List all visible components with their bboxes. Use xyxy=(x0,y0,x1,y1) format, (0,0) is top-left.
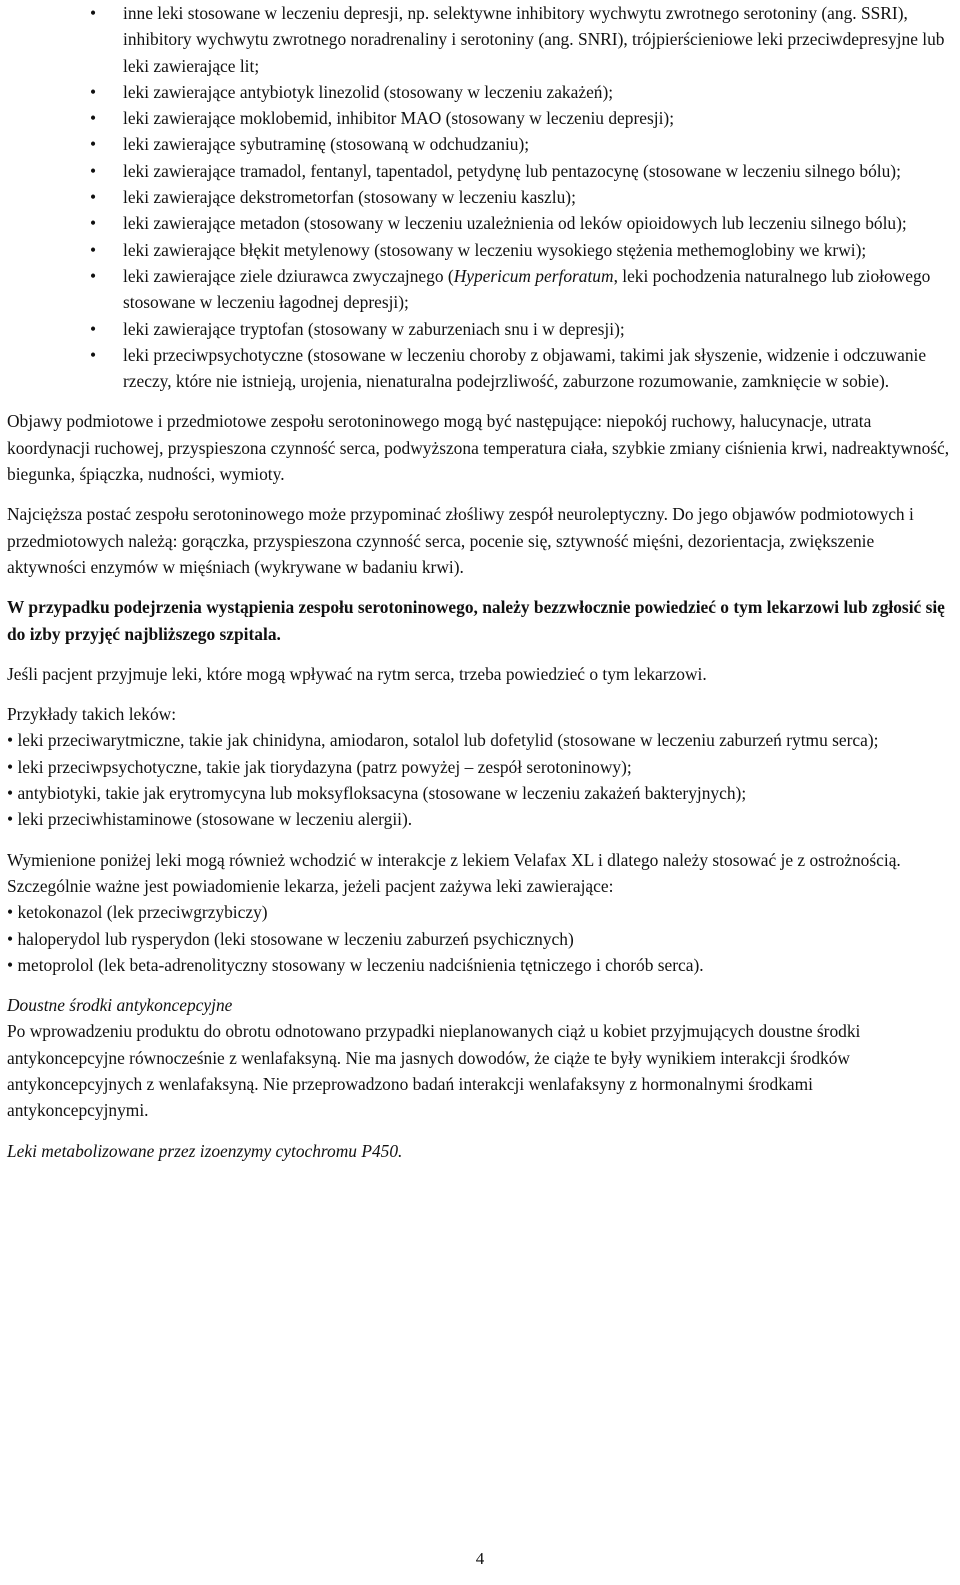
bullet-icon: • xyxy=(90,160,97,181)
bullet-icon: • xyxy=(7,954,14,975)
interactions-section xyxy=(7,847,953,978)
contraceptives-heading: Doustne środki antykoncepcyjne xyxy=(7,995,233,1016)
list-item: • leki przeciwhistaminowe (stosowane w leczeniu alergii). xyxy=(7,809,413,830)
bullet-icon: • xyxy=(90,108,97,129)
list-item: • leki zawierające antybiotyk linezolid (stosowany w leczeniu zakażeń); xyxy=(7,79,953,105)
bullet-icon: • xyxy=(90,318,97,339)
list-item-hypericum: • leki zawierające ziele dziurawca zwyczajnego (Hypericum perforatum, leki pochodzenia naturalnego lub ziołowego stosowane w leczeniu łagodnej depresji); xyxy=(7,263,953,316)
list-item: • ketokonazol (lek przeciwgrzybiczy) xyxy=(7,902,268,923)
page-number: 4 xyxy=(475,1549,485,1568)
bullet-icon: • xyxy=(90,81,97,102)
bullet-icon: • xyxy=(7,783,14,804)
list-item: • inne leki stosowane w leczeniu depresji, np. selektywne inhibitory wychwytu zwrotnego serotoniny (ang. SSRI), inhibitory wychwytu zwrotnego noradrenaliny i serotoniny (ang. SNRI), trójpierścieniowe leki przeciwdepresyjne lub leki zawierające lit; xyxy=(7,0,953,79)
bullet-icon: • xyxy=(90,265,97,286)
list-item: • leki przeciwpsychotyczne (stosowane w leczeniu choroby z objawami, takimi jak słyszenie, widzenie i odczuwanie rzeczy, które nie istnieją, urojenia, nienaturalna podejrzliwość, zaburzone rozumowanie, zamknięcie w sobie). xyxy=(7,342,953,395)
list-item: • leki przeciwpsychotyczne, takie jak tiorydazyna (patrz powyżej – zespół serotoninowy); xyxy=(7,756,632,777)
list-item: • leki zawierające błękit metylenowy (stosowany w leczeniu wysokiego stężenia methemoglobiny we krwi); xyxy=(7,237,953,263)
contraceptives-paragraph: Po wprowadzeniu produktu do obrotu odnotowano przypadki nieplanowanych ciąż u kobiet przyjmujących doustne środki antykoncepcyjne równocześnie z wenlafaksyną. Nie ma jasnych dowodów, że ciąże te były wynikiem interakcji środków antykoncepcyjnych z wenlafaksyną. Nie przeprowadzono badań interakcji wenlafaksyny z hormonalnymi środkami antykoncepcyjnymi. xyxy=(7,1021,861,1121)
bullet-icon: • xyxy=(90,187,97,208)
list-item: • haloperydol lub rysperydon (leki stosowane w leczeniu zaburzeń psychicznych) xyxy=(7,928,574,949)
bullet-icon: • xyxy=(7,902,14,923)
interactions-paragraph: Wymienione poniżej leki mogą również wchodzić w interakcje z lekiem Velafax XL i dlatego należy stosować je z ostrożnością. Szczególnie ważne jest powiadomienie lekarza, jeżeli pacjent zażywa leki zawierające: xyxy=(7,849,901,896)
list-item: • leki zawierające metadon (stosowany w leczeniu uzależnienia od leków opioidowych lub leczeniu silnego bólu); xyxy=(7,210,953,236)
list-item: • leki zawierające sybutraminę (stosowaną w odchudzaniu); xyxy=(7,131,953,157)
list-item: • leki zawierające tryptofan (stosowany w zaburzeniach snu i w depresji); xyxy=(7,316,953,342)
list-item: • leki zawierające dekstrometorfan (stosowany w leczeniu kaszlu); xyxy=(7,184,953,210)
bullet-icon: • xyxy=(7,928,14,949)
heart-rhythm-paragraph: Jeśli pacjent przyjmuje leki, które mogą wpływać na rytm serca, trzeba powiedzieć o tym lekarzowi. xyxy=(7,663,707,684)
warning-paragraph: W przypadku podejrzenia wystąpienia zespołu serotoninowego, należy bezzwłocznie powiedzieć o tym lekarzowi lub zgłosić się do izby przyjęć najbliższego szpitala. xyxy=(7,597,945,644)
list-item: • antybiotyki, takie jak erytromycyna lub moksyfloksacyna (stosowane w leczeniu zakażeń bakteryjnych); xyxy=(7,783,747,804)
bullet-icon: • xyxy=(7,730,14,751)
bullet-icon: • xyxy=(90,134,97,155)
list-item: • metoprolol (lek beta-adrenolityczny stosowany w leczeniu nadciśnienia tętniczego i chorób serca). xyxy=(7,954,704,975)
bullet-icon: • xyxy=(7,809,14,830)
symptoms-paragraph: Objawy podmiotowe i przedmiotowe zespołu serotoninowego mogą być następujące: niepokój ruchowy, halucynacje, utrata koordynacji ruchowej, przyspieszona czynność serca, podwyższona temperatura ciała, szybkie zmiany ciśnienia krwi, nadreaktywność, biegunka, śpiączka, nudności, wymioty. xyxy=(7,411,950,485)
examples-heading: Przykłady takich leków: xyxy=(7,704,177,725)
bullet-icon: • xyxy=(90,239,97,260)
bullet-icon: • xyxy=(90,3,97,23)
list-item: • leki przeciwarytmiczne, takie jak chinidyna, amiodaron, sotalol lub dofetylid (stosowane w leczeniu zaburzeń rytmu serca); xyxy=(7,730,879,751)
bullet-icon: • xyxy=(90,344,97,365)
serotonin-drug-list xyxy=(7,0,953,394)
document-page xyxy=(7,0,953,1164)
heart-drug-examples xyxy=(7,701,953,832)
bullet-icon: • xyxy=(90,213,97,234)
bullet-icon: • xyxy=(7,756,14,777)
severe-form-paragraph: Najcięższa postać zespołu serotoninowego może przypominać złośliwy zespół neuroleptyczny. Do jego objawów podmiotowych i przedmiotowych należą: gorączka, przyspieszona czynność serca, pocenie się, sztywność mięśni, dezorientacja, zwiększenie aktywności enzymów w mięśniach (wykrywane w badaniu krwi). xyxy=(7,504,914,577)
list-item: • leki zawierające tramadol, fentanyl, tapentadol, petydynę lub pentazocynę (stosowane w leczeniu silnego bólu); xyxy=(7,158,953,184)
cyp450-heading: Leki metabolizowane przez izoenzymy cytochromu P450. xyxy=(7,1140,403,1161)
contraceptives-section xyxy=(7,992,953,1123)
list-item: • leki zawierające moklobemid, inhibitor MAO (stosowany w leczeniu depresji); xyxy=(7,105,953,131)
